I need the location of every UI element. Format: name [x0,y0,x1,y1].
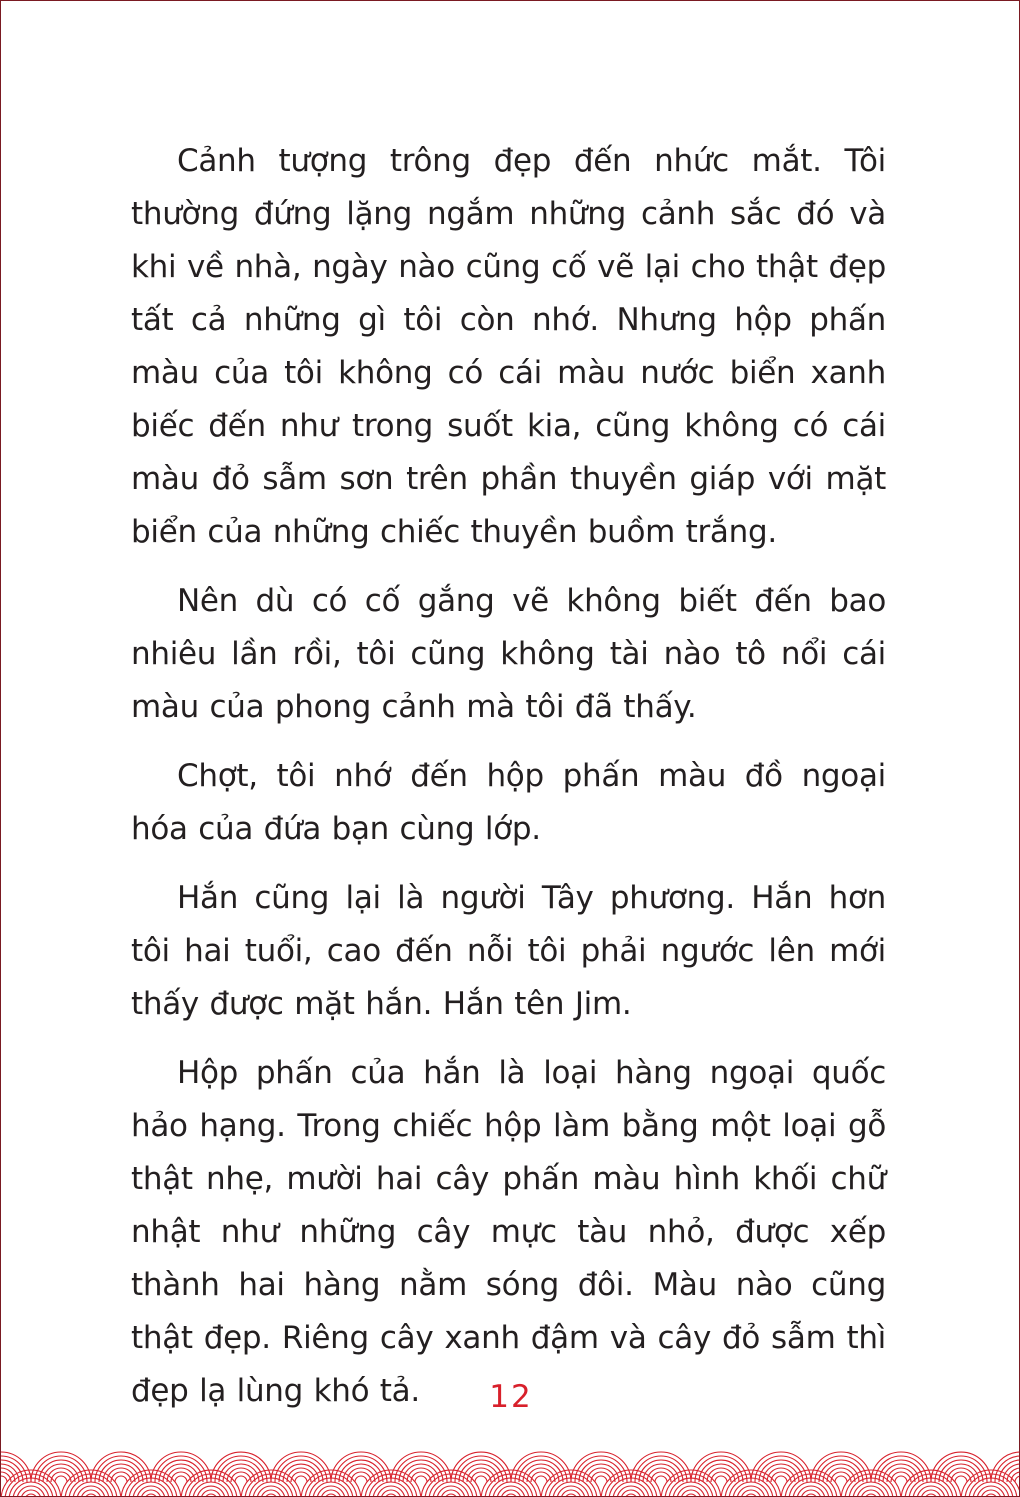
wave-arc [621,1490,641,1496]
wave-arc [745,1494,757,1496]
wave-arc [295,1476,307,1482]
wave-arc [763,1464,799,1482]
wave-arc [381,1490,401,1496]
wave-arc [703,1464,739,1482]
wave-arc [883,1464,919,1482]
wave-arc [141,1490,161,1496]
wave-arc [775,1476,787,1482]
wave-arc [265,1494,277,1496]
wave-arc [145,1494,157,1496]
wave-arc [25,1494,37,1496]
wave-arc [805,1494,817,1496]
wave-arc [115,1476,127,1482]
paragraph-3: Chợt, tôi nhớ đến hộp phấn màu đồ ngoại hóa của đứa bạn cùng lớp. [131,758,886,847]
wave-arc [535,1476,547,1482]
wave-arc [921,1490,941,1496]
wave-arc [283,1464,319,1482]
wave-arc [235,1476,247,1482]
wave-arc [103,1464,139,1482]
wave-arc [403,1464,439,1482]
paragraph-4: Hắn cũng lại là người Tây phương. Hắn hơn tôi hai tuổi, cao đến nỗi tôi phải ngước lên mới thấy được mặt hắn. Hắn tên Jim. [131,880,886,1022]
wave-arc [415,1476,427,1482]
wave-arc [895,1476,907,1482]
wave-arc [1,1476,7,1482]
wave-arc [475,1476,487,1482]
wave-arc [501,1490,521,1496]
wave-arc [835,1476,847,1482]
wave-arc [1,1472,11,1482]
wave-arc [999,1460,1020,1482]
wave-arc [175,1476,187,1482]
wave-arc [223,1464,259,1482]
wave-arc [325,1494,337,1496]
wave-arc [385,1494,397,1496]
wave-arc [801,1490,821,1496]
wave-arc [955,1476,967,1482]
wave-arc [741,1490,761,1496]
wave-arc [343,1464,379,1482]
wave-arc [441,1490,461,1496]
wave-arc [823,1464,859,1482]
wave-arc [561,1490,581,1496]
wave-arc [55,1476,67,1482]
wave-arc [925,1494,937,1496]
wave-arc [205,1494,217,1496]
wave-arc [21,1490,41,1496]
wave-arc [321,1490,341,1496]
wave-arc [505,1494,517,1496]
wave-arc [685,1494,697,1496]
wave-arc [681,1490,701,1496]
body-text [131,135,886,1434]
wave-arc [355,1476,367,1482]
paragraph-2: Nên dù có cố gắng vẽ không biết đến bao nhiêu lần rồi, tôi cũng không tài nào tô nổi cái màu của phong cảnh mà tôi đã thấy. [131,583,886,725]
wave-arc [865,1494,877,1496]
page-number: 12 [489,1379,533,1415]
wave-arc [943,1464,979,1482]
wave-arc [445,1494,457,1496]
wave-arc [715,1476,727,1482]
wave-arc [261,1490,281,1496]
wave-arc [583,1464,619,1482]
wave-arc [201,1490,221,1496]
paragraph-1: Cảnh tượng trông đẹp đến nhức mắt. Tôi thường đứng lặng ngắm những cảnh sắc đó và khi về nhà, ngày nào cũng cố vẽ lại cho thật đẹp tất cả những gì tôi còn nhớ. Nhưng hộp phấn màu của tôi không có cái màu nước biển xanh biếc đến như trong suốt kia, cũng không có cái màu đỏ sẫm sơn trên phần thuyền giáp với mặt biển của những chiếc thuyền buồm trắng. [131,143,886,550]
wave-arc [565,1494,577,1496]
wave-pattern-border [1,1436,1020,1496]
wave-arc [163,1464,199,1482]
wave-arc [981,1490,1001,1496]
wave-arc [861,1490,881,1496]
wave-arc [43,1464,79,1482]
wave-arc [625,1494,637,1496]
paragraph-5: Hộp phấn của hắn là loại hàng ngoại quốc hảo hạng. Trong chiếc hộp làm bằng một loại gỗ thật nhẹ, mười hai cây phấn màu hình khối chữ nhật như những cây mực tàu nhỏ, được xếp thành hai hàng nằm sóng đôi. Màu nào cũng thật đẹp. Riêng cây xanh đậm và cây đỏ sẫm thì đẹp lạ lùng khó tả. [131,1055,886,1409]
wave-arc [643,1464,679,1482]
wave-arc [463,1464,499,1482]
wave-arc [81,1490,101,1496]
wave-arc [523,1464,559,1482]
wave-arc [655,1476,667,1482]
wave-arc [595,1476,607,1482]
wave-arc [985,1494,997,1496]
wave-arc [85,1494,97,1496]
wave-arc [1015,1476,1020,1482]
